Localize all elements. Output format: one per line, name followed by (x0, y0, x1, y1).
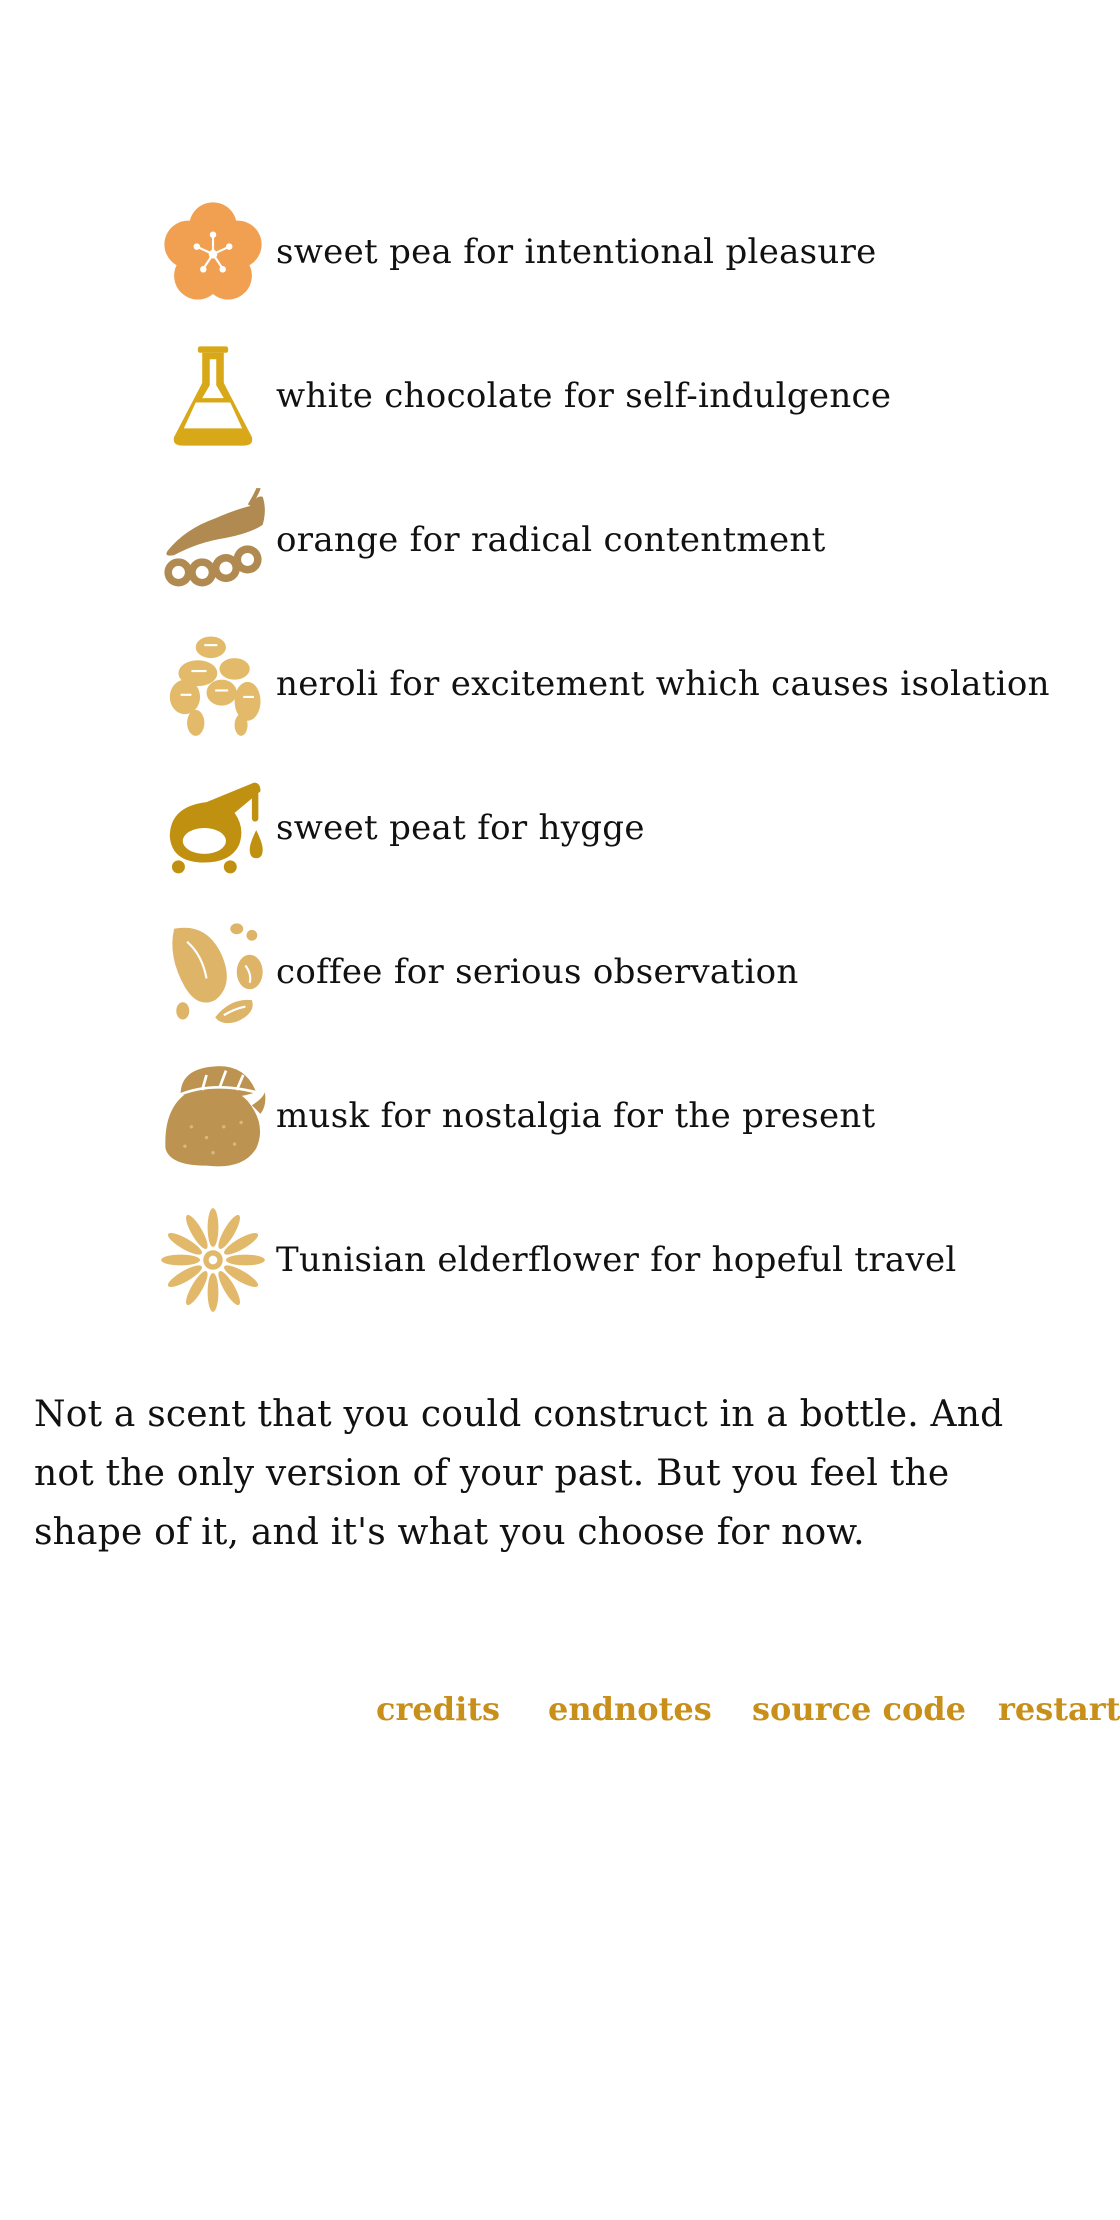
honey-pot-icon (158, 773, 268, 883)
credits-link[interactable]: credits (376, 1690, 501, 1728)
flask-icon (158, 341, 268, 451)
scent-note-white-chocolate (158, 324, 1058, 468)
almonds-icon (158, 917, 268, 1027)
restart-link[interactable]: restart (998, 1690, 1120, 1728)
hibiscus-flower-icon (158, 197, 268, 307)
scent-note-sweet-pea (158, 180, 1058, 324)
scent-note-text: Tunisian elderflower for hopeful travel (276, 1240, 957, 1280)
scent-note-sweet-peat (158, 756, 1058, 900)
pea-pod-icon (158, 485, 268, 595)
endnotes-link[interactable]: endnotes (548, 1690, 712, 1728)
scent-note-text: neroli for excitement which causes isolation (276, 664, 1050, 704)
lemon-leaf-icon (158, 1061, 268, 1171)
scent-note-text: sweet pea for intentional pleasure (276, 232, 877, 272)
daisy-flower-icon (158, 1205, 268, 1315)
scent-note-orange (158, 468, 1058, 612)
scent-note-musk (158, 1044, 1058, 1188)
scent-note-text: white chocolate for self-indulgence (276, 376, 892, 416)
scent-note-tunisian-elderflower (158, 1188, 1058, 1332)
scent-notes-list (158, 180, 1058, 1332)
scent-note-text: sweet peat for hygge (276, 808, 645, 848)
footer-nav (0, 1690, 1120, 1750)
closing-paragraph: Not a scent that you could construct in a bottle. And not the only version of your past. But you feel the shape of it, and it's what you choose for now. (34, 1394, 1004, 1553)
scent-note-text: musk for nostalgia for the present (276, 1096, 876, 1136)
scent-note-coffee (158, 900, 1058, 1044)
ginger-root-icon (158, 629, 268, 739)
scent-note-text: coffee for serious observation (276, 952, 799, 992)
scent-note-text: orange for radical contentment (276, 520, 826, 560)
scent-note-neroli (158, 612, 1058, 756)
source-code-link[interactable]: source code (752, 1690, 967, 1728)
